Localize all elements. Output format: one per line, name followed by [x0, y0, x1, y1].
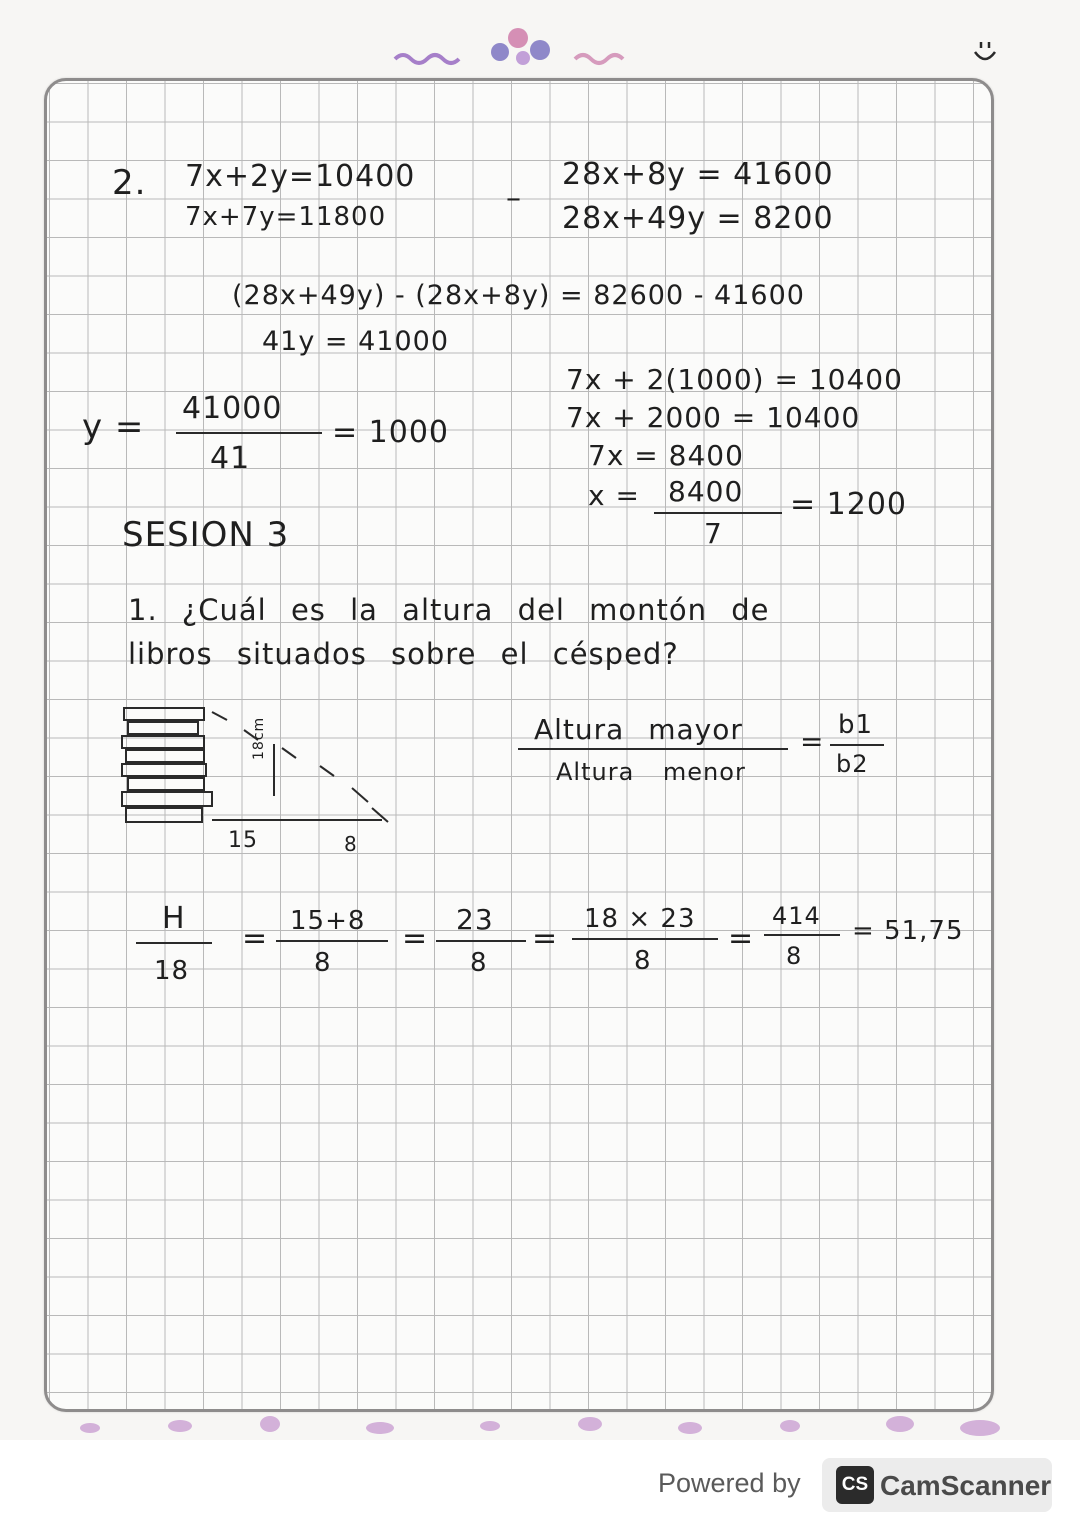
final-f4-bar [572, 938, 718, 940]
x-denominator: 7 [704, 517, 723, 550]
camscanner-brand-name: CamScanner [880, 1470, 1052, 1501]
result-step: 41y = 41000 [262, 326, 450, 357]
final-f4-denominator: 8 [634, 946, 652, 976]
final-f4-numerator: 18 × 23 [584, 904, 696, 934]
final-f2-denominator: 8 [314, 948, 332, 978]
final-f2-numerator: 15+8 [290, 906, 366, 936]
substitution-1: 7x + 2(1000) = 10400 [566, 363, 903, 396]
y-fraction-bar [176, 432, 322, 434]
final-h-denominator: 18 [154, 956, 190, 986]
final-h-numerator: H [162, 901, 186, 936]
substitution-2: 7x + 2000 = 10400 [566, 401, 861, 434]
x-value: = 1200 [790, 487, 908, 522]
minus-sign: – [506, 181, 522, 216]
ratio-b-denominator: b2 [836, 750, 869, 778]
equation-2: 7x+7y=11800 [185, 202, 387, 232]
smiley-icon [968, 36, 1002, 70]
equation-3: 28x+8y = 41600 [562, 157, 834, 192]
equals-4: = [728, 921, 755, 956]
x-prefix: x = [588, 479, 640, 512]
ratio-equals: = [800, 725, 825, 758]
equals-3: = [532, 921, 559, 956]
question-line-2: libros situados sobre el césped? [128, 637, 679, 671]
final-f3-bar [436, 940, 526, 942]
ratio-b-numerator: b1 [838, 710, 874, 740]
final-f3-numerator: 23 [456, 903, 494, 936]
ratio-fraction-bar [518, 748, 788, 750]
y-prefix: y = [82, 407, 145, 447]
base-label-2: 8 [344, 832, 358, 856]
leaf-border-decoration-icon [30, 1406, 1050, 1442]
base-label-1: 15 [228, 828, 258, 853]
final-f5-denominator: 8 [786, 942, 803, 970]
y-denominator: 41 [210, 441, 251, 476]
ratio-b-fraction-bar [830, 744, 884, 746]
ratio-denominator: Altura menor [556, 758, 746, 786]
substitution-3: 7x = 8400 [588, 439, 744, 472]
subtraction-step: (28x+49y) - (28x+8y) = 82600 - 41600 [232, 280, 805, 311]
powered-by-text: Powered by [658, 1468, 801, 1498]
x-numerator: 8400 [668, 475, 744, 508]
height-label: 18cm [251, 716, 267, 760]
camscanner-logo-icon: CS [836, 1466, 874, 1504]
final-h-bar [136, 942, 212, 944]
final-f2-bar [276, 940, 388, 942]
equation-1: 7x+2y=10400 [185, 159, 416, 194]
y-value: = 1000 [332, 415, 450, 450]
x-fraction-bar [654, 512, 782, 514]
session-title: SESION 3 [122, 515, 290, 555]
problem-number: 2. [112, 163, 147, 203]
final-f5-bar [764, 934, 840, 936]
final-f5-numerator: 414 [772, 902, 821, 930]
flower-decoration-icon [390, 14, 650, 74]
question-line-1: 1. ¿Cuál es la altura del montón de [128, 593, 770, 627]
y-numerator: 41000 [182, 391, 283, 426]
ratio-numerator: Altura mayor [534, 713, 743, 746]
equation-4: 28x+49y = 8200 [562, 201, 834, 236]
equals-1: = [242, 921, 269, 956]
final-answer: = 51,75 [852, 916, 964, 946]
equals-2: = [402, 921, 429, 956]
final-f3-denominator: 8 [470, 948, 488, 978]
